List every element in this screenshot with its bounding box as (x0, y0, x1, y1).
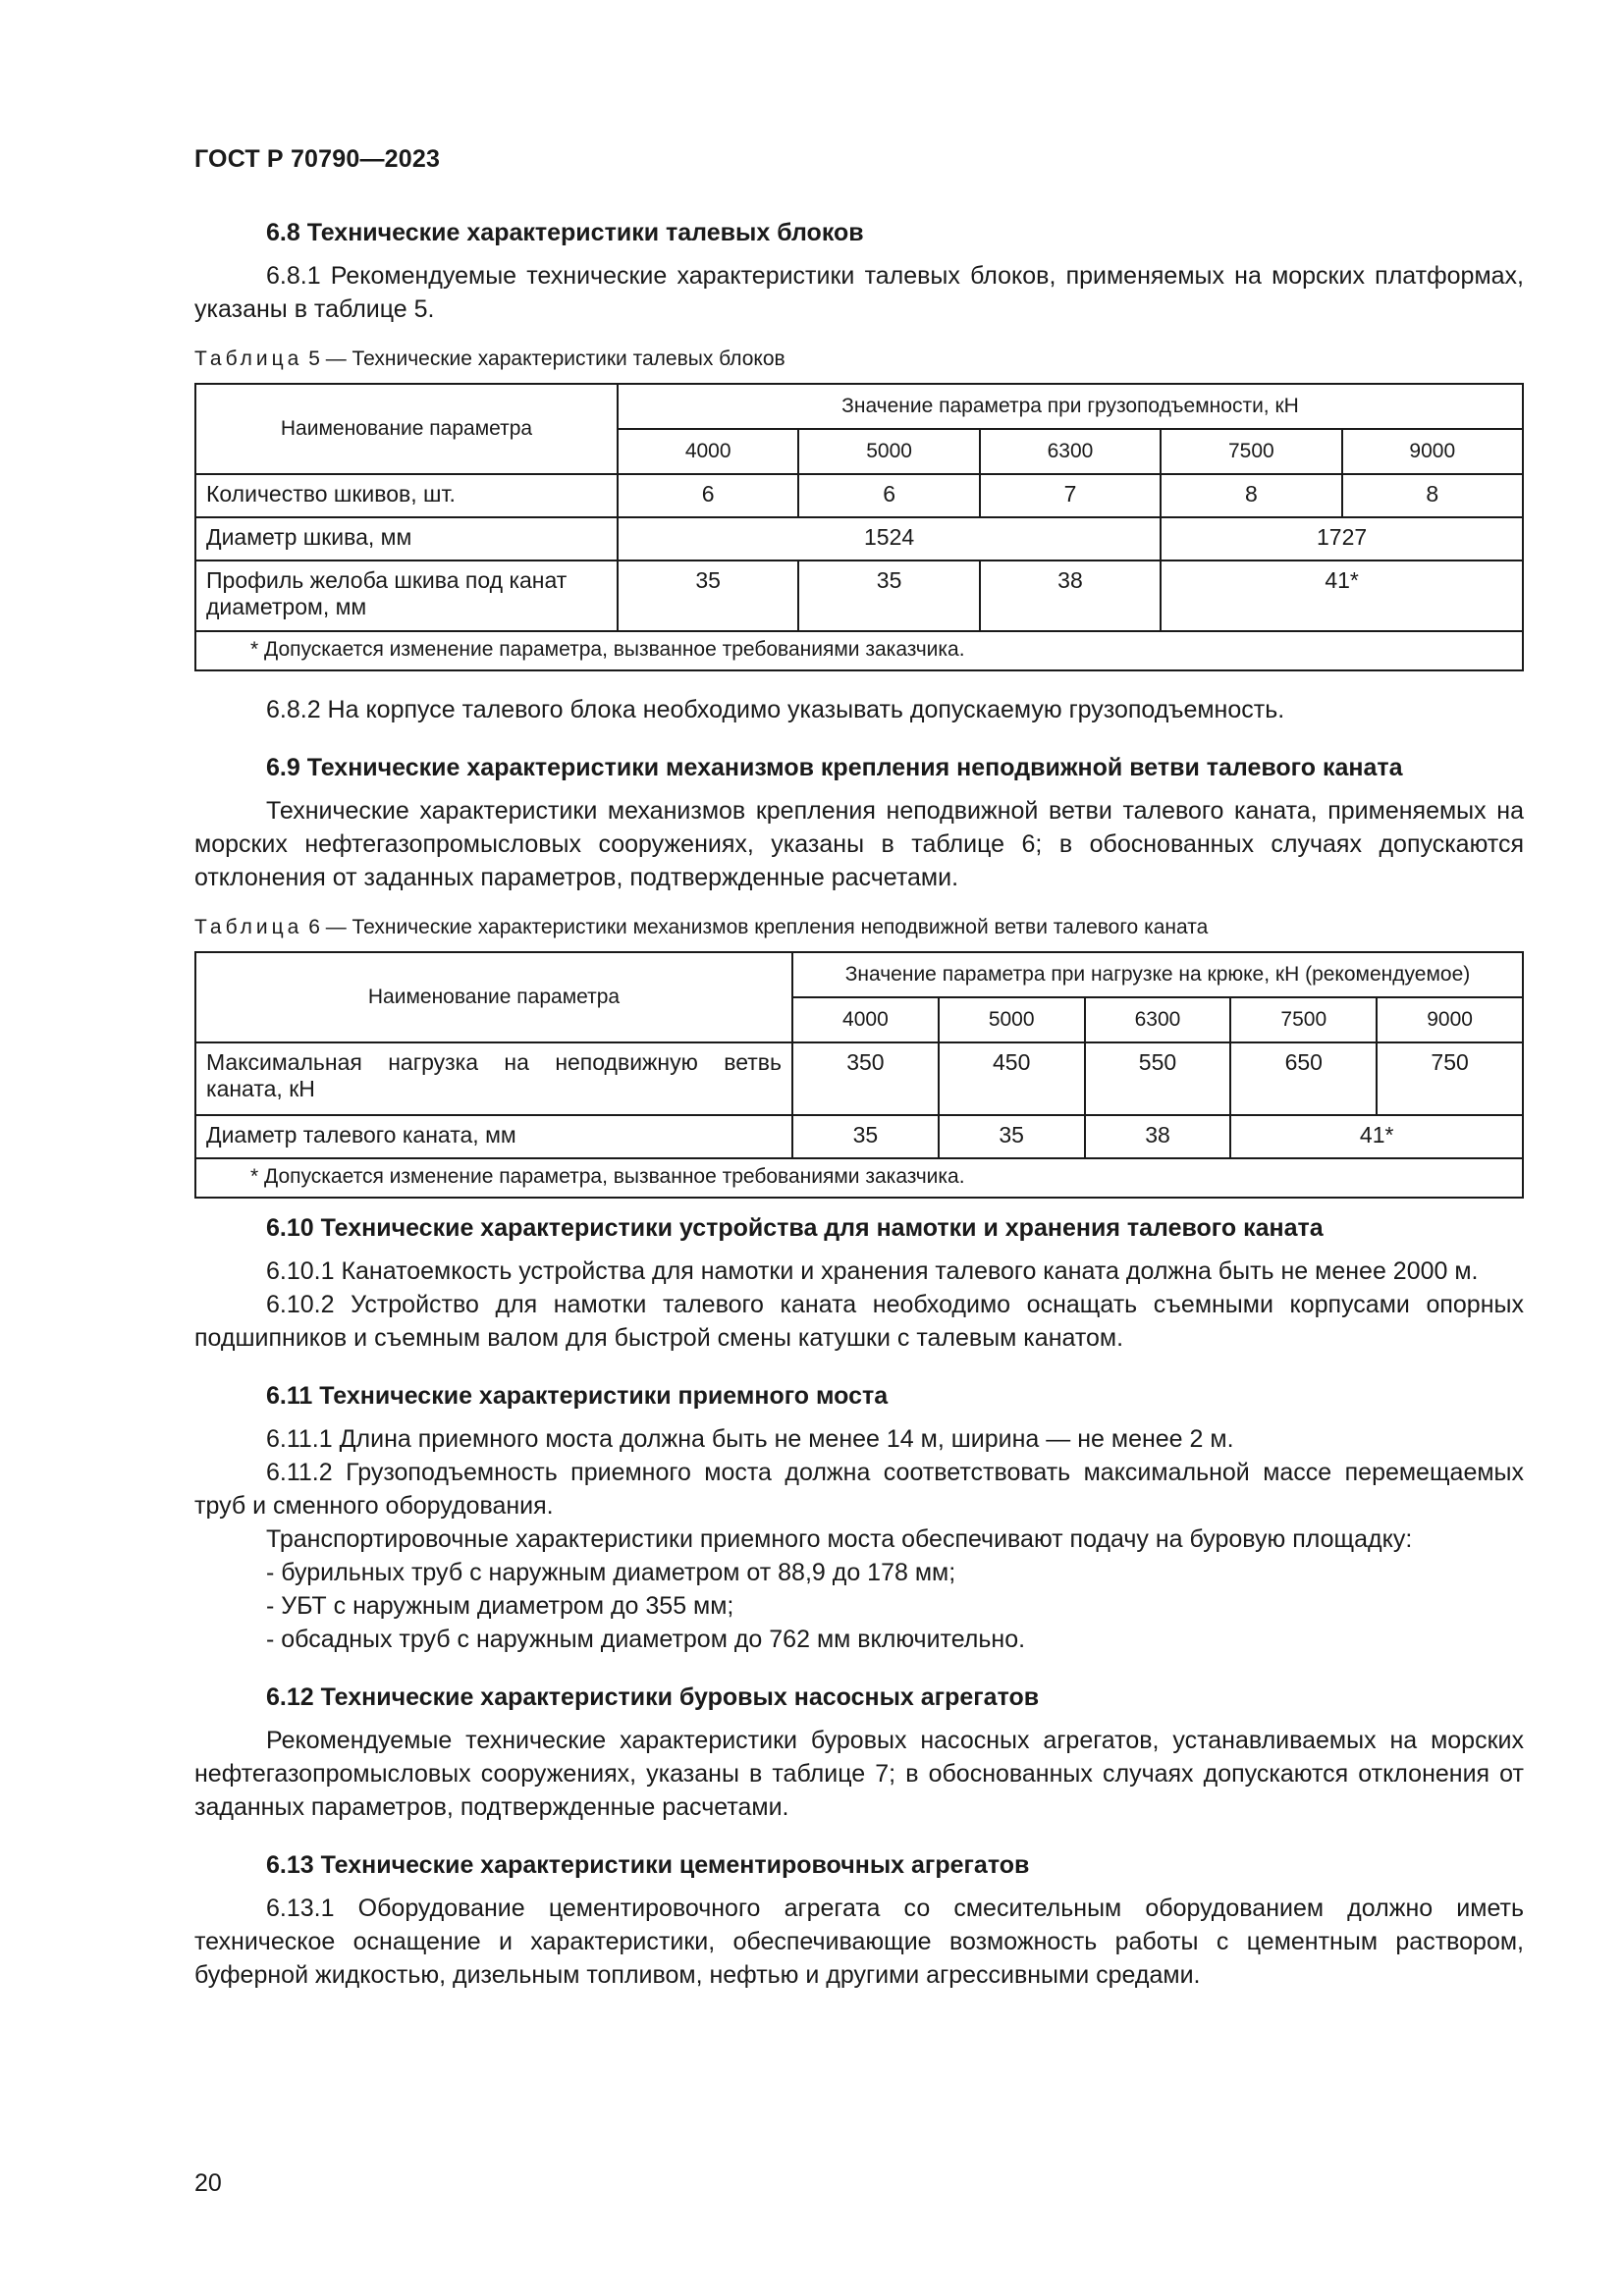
section-6-8-heading: 6.8 Технические характеристики талевых блоков (266, 219, 864, 246)
table-5-col-header: 7500 (1161, 429, 1341, 474)
table-6-col-header: 7500 (1230, 997, 1377, 1042)
table-5-caption-word: Таблица (194, 347, 303, 370)
table-5-col-header: 6300 (980, 429, 1161, 474)
table-row (195, 517, 1523, 561)
table-6 (194, 951, 1524, 1199)
section-6-11-heading: 6.11 Технические характеристики приемного моста (266, 1382, 889, 1410)
table-6-col-header: 5000 (939, 997, 1085, 1042)
table-row (195, 1115, 1523, 1158)
section-6-10-2-text: 6.10.2 Устройство для намотки талевого каната необходимо оснащать съемными корпусами опорных подшипников и съемным валом для быстрой смены катушки с талевым канатом. (194, 1291, 1524, 1352)
table-6-col-header: 6300 (1085, 997, 1231, 1042)
table-6-footnote: * Допускается изменение параметра, вызванное требованиями заказчика. (195, 1158, 1523, 1198)
table-cell: 35 (798, 561, 979, 631)
table-cell: 7 (980, 474, 1161, 517)
table-row (195, 474, 1523, 517)
table-cell: 1727 (1161, 517, 1523, 561)
section-6-11-transport-text: Транспортировочные характеристики приемного моста обеспечивают подачу на буровую площадку: (266, 1525, 1413, 1553)
table-6-row-label: Диаметр талевого каната, мм (195, 1115, 792, 1158)
document-header: ГОСТ Р 70790—2023 (194, 145, 441, 173)
table-6-caption-word: Таблица (194, 916, 303, 938)
table-6-row-label: Максимальная нагрузка на неподвижную ветвь каната, кН (195, 1042, 792, 1115)
section-6-9-text: Технические характеристики механизмов крепления неподвижной ветви талевого каната, применяемых на морских нефтегазопромысловых сооружениях, указаны в таблице 6; в обоснованных случаях допускаются отклонения от заданных параметров, подтвержденные расчетами. (194, 797, 1524, 891)
page-number: 20 (194, 2169, 222, 2197)
section-6-13-heading: 6.13 Технические характеристики цементировочных агрегатов (266, 1851, 1030, 1879)
table-5-row-label: Количество шкивов, шт. (195, 474, 618, 517)
table-6-caption-text: 6 — Технические характеристики механизмов крепления неподвижной ветви талевого каната (308, 916, 1209, 938)
table-cell: 35 (618, 561, 798, 631)
table-cell: 6 (618, 474, 798, 517)
table-5-footnote: * Допускается изменение параметра, вызванное требованиями заказчика. (195, 631, 1523, 670)
table-cell: 41* (1230, 1115, 1523, 1158)
table-cell: 6 (798, 474, 979, 517)
list-item: - УБТ с наружным диаметром до 355 мм; (266, 1592, 734, 1620)
section-6-12-heading: 6.12 Технические характеристики буровых насосных агрегатов (266, 1683, 1040, 1711)
section-6-8-1-text: 6.8.1 Рекомендуемые технические характеристики талевых блоков, применяемых на морских платформах, указаны в таблице 5. (194, 262, 1524, 323)
table-5-col-header: 9000 (1342, 429, 1523, 474)
table-5-caption-text: 5 — Технические характеристики талевых блоков (308, 347, 785, 370)
table-cell: 8 (1161, 474, 1341, 517)
table-6-param-header: Наименование параметра (195, 952, 792, 1042)
table-cell: 1524 (618, 517, 1161, 561)
section-6-12-text: Рекомендуемые технические характеристики буровых насосных агрегатов, устанавливаемых на морских нефтегазопромысловых сооружениях, указаны в таблице 7; в обоснованных случаях допускаются отклонения от заданных параметров, подтвержденные расчетами. (194, 1727, 1524, 1821)
section-6-10-heading: 6.10 Технические характеристики устройства для намотки и хранения талевого каната (266, 1214, 1324, 1242)
section-6-9-heading: 6.9 Технические характеристики механизмов крепления неподвижной ветви талевого каната (266, 754, 1403, 781)
list-item: - бурильных труб с наружным диаметром от 88,9 до 178 мм; (266, 1559, 956, 1586)
table-cell: 38 (1085, 1115, 1231, 1158)
table-row (195, 561, 1523, 631)
table-cell: 41* (1161, 561, 1523, 631)
table-cell: 750 (1377, 1042, 1523, 1115)
table-6-value-header: Значение параметра при нагрузке на крюке, кН (рекомендуемое) (792, 952, 1523, 997)
section-6-13-1-text: 6.13.1 Оборудование цементировочного агрегата со смесительным оборудованием должно иметь техническое оснащение и характеристики, обеспечивающие возможность работы с цементным раствором, буферной жидкостью, дизельным топливом, нефтью и другими агрессивными средами. (194, 1895, 1524, 1989)
table-cell: 350 (792, 1042, 939, 1115)
section-6-8-2-text: 6.8.2 На корпусе талевого блока необходимо указывать допускаемую грузоподъемность. (266, 696, 1285, 723)
table-row (195, 1042, 1523, 1115)
table-6-col-header: 9000 (1377, 997, 1523, 1042)
table-5-value-header: Значение параметра при грузоподъемности, кН (618, 384, 1523, 429)
table-6-col-header: 4000 (792, 997, 939, 1042)
document-page (194, 145, 1524, 1992)
table-5-col-header: 5000 (798, 429, 979, 474)
table-cell: 450 (939, 1042, 1085, 1115)
table-cell: 8 (1342, 474, 1523, 517)
table-5-col-header: 4000 (618, 429, 798, 474)
section-6-11-1-text: 6.11.1 Длина приемного моста должна быть не менее 14 м, ширина — не менее 2 м. (266, 1425, 1234, 1453)
table-cell: 650 (1230, 1042, 1377, 1115)
table-5-param-header: Наименование параметра (195, 384, 618, 474)
section-6-10-1-text: 6.10.1 Канатоемкость устройства для намотки и хранения талевого каната должна быть не менее 2000 м. (266, 1257, 1479, 1285)
table-cell: 35 (792, 1115, 939, 1158)
table-5-caption (194, 347, 1524, 371)
section-6-11-2-text: 6.11.2 Грузоподъемность приемного моста должна соответствовать максимальной массе перемещаемых труб и сменного оборудования. (194, 1459, 1524, 1520)
table-5 (194, 383, 1524, 671)
table-6-caption (194, 916, 1524, 939)
table-cell: 38 (980, 561, 1161, 631)
table-cell: 35 (939, 1115, 1085, 1158)
list-item: - обсадных труб с наружным диаметром до 762 мм включительно. (266, 1626, 1026, 1653)
table-cell: 550 (1085, 1042, 1231, 1115)
table-5-row-label: Профиль желоба шкива под канат диаметром, мм (195, 561, 618, 631)
table-5-row-label: Диаметр шкива, мм (195, 517, 618, 561)
